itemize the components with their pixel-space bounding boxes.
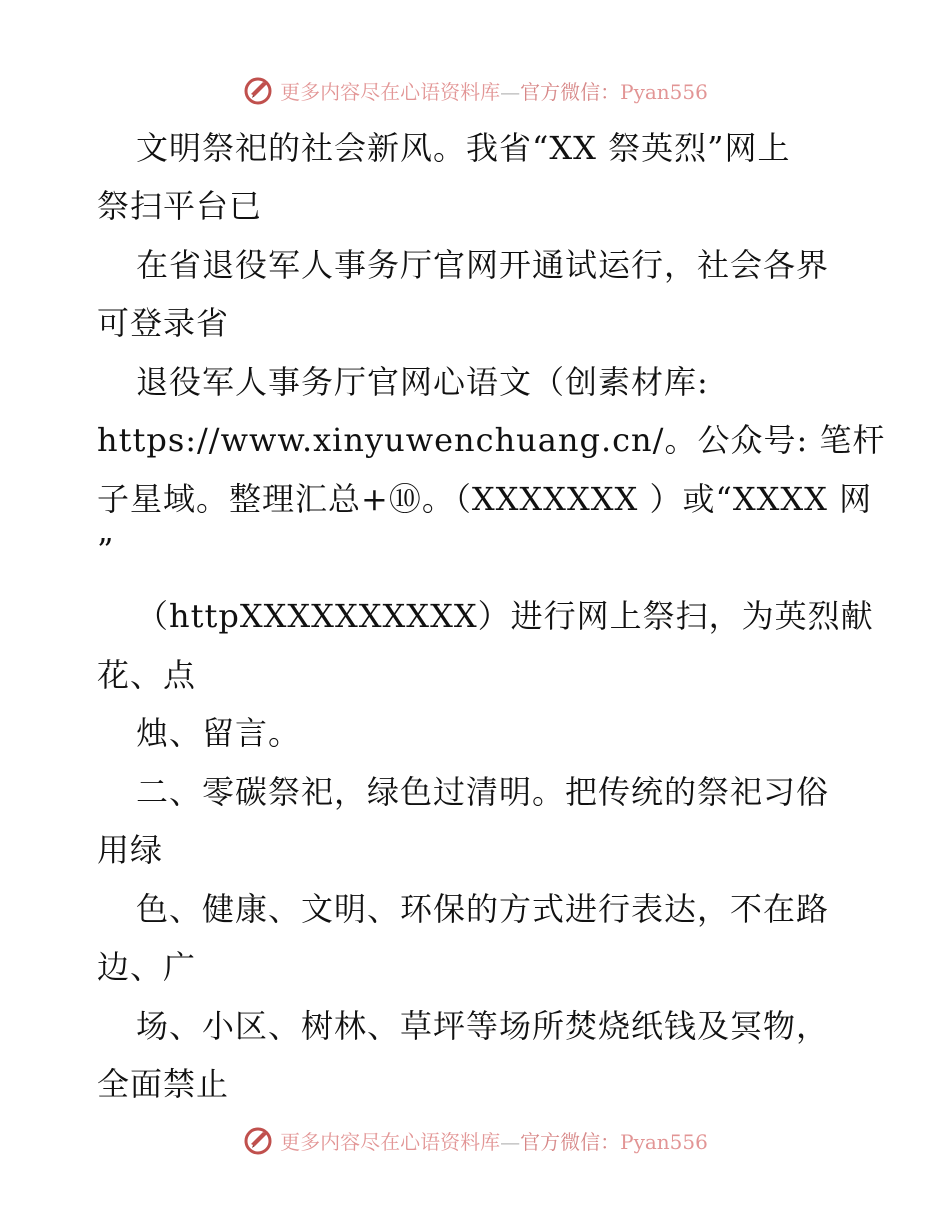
body-line: 文明祭祀的社会新风。我省“XX 祭英烈”网上 (136, 129, 791, 167)
body-line: 花、点 (97, 656, 197, 694)
body-line: 可登录省 (97, 304, 230, 342)
footer-banner-dash: — (500, 1129, 521, 1154)
brand-logo-icon (242, 74, 274, 106)
body-line: 场、小区、树林、草坪等场所焚烧纸钱及冥物， (136, 1007, 830, 1045)
body-line: 全面禁止 (97, 1065, 230, 1103)
body-line: （httpXXXXXXXXXX）进行网上祭扫，为英烈献 (136, 597, 874, 635)
header-banner-id: Pyan556 (620, 79, 708, 104)
body-line: ” (97, 531, 115, 569)
footer-banner-id: Pyan556 (620, 1129, 708, 1154)
body-line: 在省退役军人事务厅官网开通试运行，社会各界 (136, 246, 830, 284)
header-banner-official: 官方微信： (520, 79, 621, 104)
body-line: 用绿 (97, 831, 164, 869)
body-line: 祭扫平台已 (97, 187, 263, 225)
footer-banner-text (280, 1126, 708, 1155)
header-banner-text (280, 76, 708, 105)
body-line: 色、健康、文明、环保的方式进行表达，不在路 (136, 890, 830, 928)
body-line: 二、零碳祭祀，绿色过清明。把传统的祭祀习俗 (136, 773, 830, 811)
footer-banner-main: 更多内容尽在心语资料库 (280, 1129, 501, 1154)
body-line: 烛、留言。 (136, 714, 302, 752)
body-line: https://www.xinyuwenchuang.cn/。公众号: 笔杆 (97, 421, 886, 459)
footer-banner (0, 1120, 950, 1160)
body-line: 子星域。整理汇总+⑩。（XXXXXXX ）或“XXXX 网 (97, 480, 873, 518)
header-banner (0, 70, 950, 110)
header-banner-dash: — (500, 79, 521, 104)
brand-logo-icon (242, 1124, 274, 1156)
body-line: 退役军人事务厅官网心语文（创素材库: (136, 363, 709, 401)
body-line: 边、广 (97, 948, 197, 986)
header-banner-main: 更多内容尽在心语资料库 (280, 79, 501, 104)
footer-banner-official: 官方微信： (520, 1129, 621, 1154)
